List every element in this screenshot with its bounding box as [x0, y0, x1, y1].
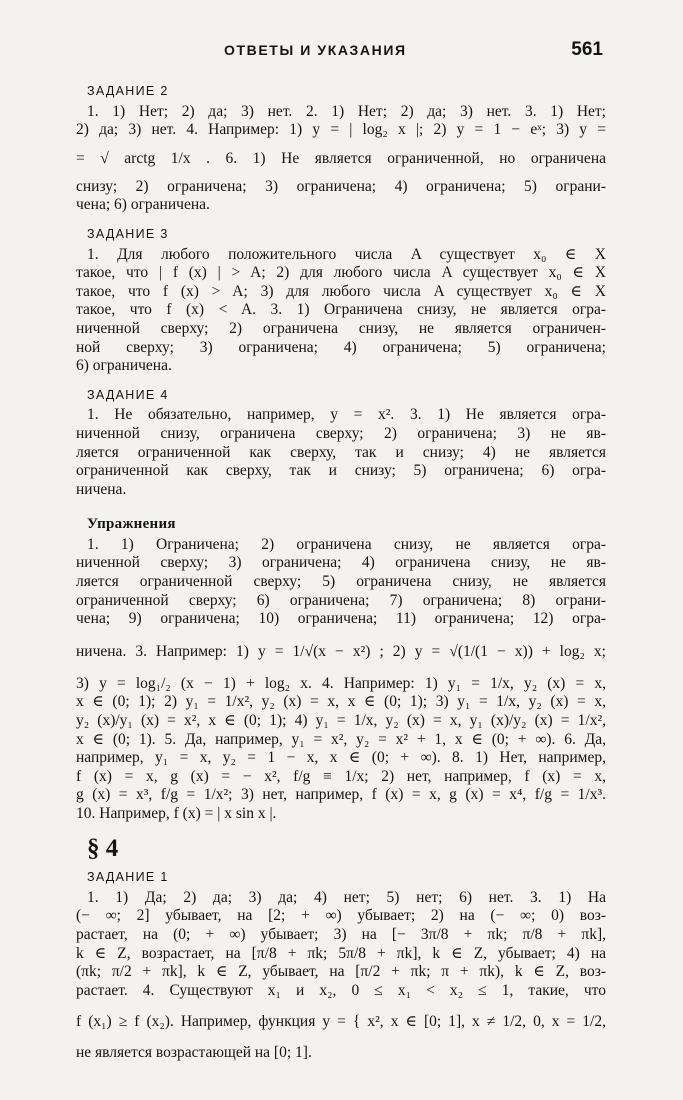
text-line: f (x₁) ≥ f (x₂). Например, функция y = { x², x ∈ [0; 1], x ≠ 1/2, 0, x = 1/2, [76, 1013, 606, 1031]
text-line: ниченной сверху; 2) ограничена снизу, не является ограничен- [76, 319, 606, 337]
section-exercises [76, 515, 606, 823]
text-line: снизу; 2) ограничена; 3) ограничена; 4) ограничена; 5) ограни- [76, 177, 606, 195]
text-line: такое, что f (x) < A. 3. 1) Ограничена снизу, не является огра- [76, 301, 606, 319]
text-line: ниченной снизу, ограничена сверху; 2) ограничена; 3) не яв- [76, 424, 606, 442]
text-line: растает. 4. Существуют x₁ и x₂, 0 ≤ x₁ < x₂ ≤ 1, такие, что [76, 981, 606, 999]
text-line: f (x) = x, g (x) = − x², f/g ≡ 1/x; 2) нет, например, f (x) = x, [76, 767, 606, 785]
text-line: 1. Для любого положительного числа A существует x₀ ∈ X [87, 245, 606, 263]
text-line: (− ∞; 2] убывает, на [2; + ∞) убывает; 2) на (− ∞; 0) воз- [76, 907, 606, 925]
section-task-4 [76, 386, 606, 500]
page-header [0, 39, 683, 66]
page-body [76, 72, 606, 1063]
text-line: x ∈ (0; 1). 5. Да, например, y₁ = x², y₂ = x² + 1, x ∈ (0; + ∞). 6. Да, [76, 730, 606, 748]
text-line: y₂ (x)/y₁ (x) = x², x ∈ (0; 1); 4) y₁ = 1/x, y₂ (x) = x, y₁ (x)/y₂ (x) = 1/x², [76, 712, 606, 730]
text-line: растает, на (0; + ∞) убывает; 3) на [− 3π/8 + πk; π/8 + πk], [76, 925, 606, 943]
text-line: ничена. 3. Например: 1) y = 1/√(x − x²) ; 2) y = √(1/(1 − x)) + log₂ x; [76, 642, 606, 660]
text-line: такое, что f (x) > A; 3) для любого числа A существует x₀ ∈ X [76, 282, 606, 300]
section-paragraph-4 [76, 834, 606, 1063]
text-line: ниченной сверху; 3) ограничена; 4) ограничена снизу, не яв- [76, 554, 606, 572]
text-line: k ∈ Z, возрастает, на [π/8 + πk; 5π/8 + πk], k ∈ Z, убывает; 4) на [76, 944, 606, 962]
text-line: = √ arctg 1/x . 6. 1) Не является ограниченной, но ограничена [76, 149, 606, 167]
text-line: g (x) = x³, f/g = 1/x²; 3) нет, например, f (x) = x, g (x) = x⁴, f/g = 1/x³. [76, 786, 606, 804]
section-task-3 [76, 225, 606, 376]
text-line: 2) да; 3) нет. 4. Например: 1) y = | log₂ x |; 2) y = 1 − eˣ; 3) y = [76, 121, 606, 139]
section-heading: ЗАДАНИЕ 2 [87, 84, 169, 98]
text-line: ограниченной сверху; 6) ограничена; 7) ограничена; 8) ограни- [76, 591, 606, 609]
section-mark: § 4 [87, 834, 119, 862]
text-line: 1. Не обязательно, например, y = x². 3. 1) Не является огра- [87, 406, 606, 424]
text-line: 3) y = log₁/₂ (x − 1) + log₂ x. 4. Например: 1) y₁ = 1/x, y₂ (x) = x, [76, 674, 606, 692]
section-heading: ЗАДАНИЕ 4 [87, 387, 169, 402]
text-line: не является возрастающей на [0; 1]. [76, 1044, 312, 1062]
text-line: чена; 9) ограничена; 10) ограничена; 11) ограничена; 12) огра- [76, 610, 606, 628]
text-line: 1. 1) Да; 2) да; 3) да; 4) нет; 5) нет; 6) нет. 3. 1) На [87, 888, 606, 906]
section-heading: ЗАДАНИЕ 3 [87, 226, 169, 241]
text-line: 1. 1) Ограничена; 2) ограничена снизу, не является огра- [87, 535, 606, 553]
section-task-2 [76, 82, 606, 215]
text-line: ляется ограниченной как сверху, так и снизу; 4) не является [76, 443, 606, 461]
text-line: ной сверху; 3) ограничена; 4) ограничена; 5) ограничена; [76, 338, 606, 356]
section-heading: ЗАДАНИЕ 1 [87, 870, 169, 885]
section-heading: Упражнения [87, 516, 176, 533]
text-line: ничена. [76, 480, 127, 498]
text-line: ограниченной как сверху, так и снизу; 5) ограничена; 6) огра- [76, 462, 606, 480]
page-number: 561 [571, 39, 603, 60]
text-line: 6) ограничена. [76, 357, 172, 375]
text-line: чена; 6) ограничена. [76, 196, 210, 214]
text-line: 10. Например, f (x) = | x sin x |. [76, 805, 277, 822]
running-title: ОТВЕТЫ И УКАЗАНИЯ [224, 42, 407, 58]
text-line: такое, что | f (x) | > A; 2) для любого числа A существует x₀ ∈ X [76, 264, 606, 282]
text-line: (πk; π/2 + πk], k ∈ Z, убывает, на [π/2 + πk; π + πk), k ∈ Z, воз- [76, 963, 606, 981]
text-line: например, y₁ = x, y₂ = 1 − x, x ∈ (0; + ∞). 8. 1) Нет, например, [76, 749, 606, 767]
text-line: 1. 1) Нет; 2) да; 3) нет. 2. 1) Нет; 2) да; 3) нет. 3. 1) Нет; [87, 102, 606, 120]
text-line: ляется ограниченной сверху; 5) ограничена снизу, не является [76, 573, 606, 591]
text-line: x ∈ (0; 1); 2) y₁ = 1/x², y₂ (x) = x, x ∈ (0; 1); 3) y₁ = 1/x, y₂ (x) = x, [76, 693, 606, 711]
